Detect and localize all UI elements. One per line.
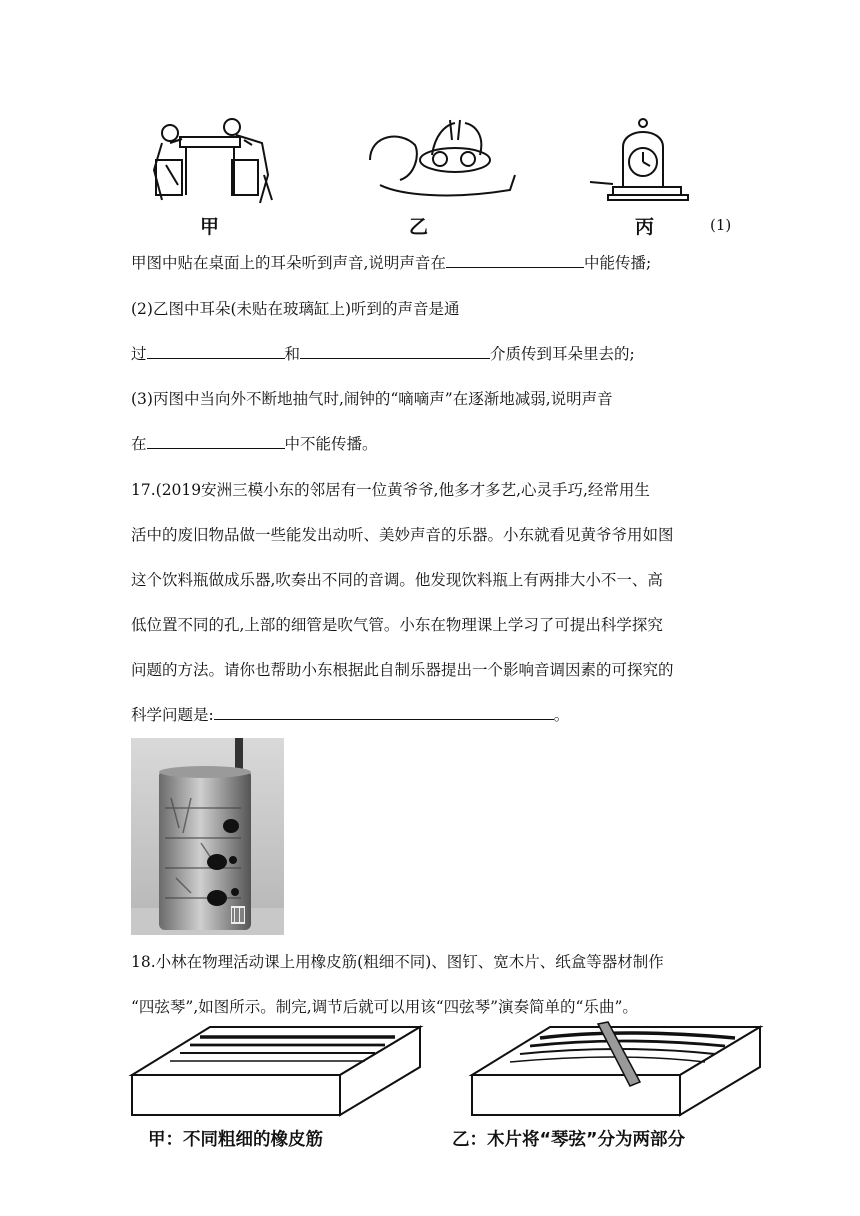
caption-jia: 甲：不同粗细的橡皮筋 <box>148 1130 323 1150</box>
caption-yi: 乙：木片将“琴弦”分为两部分 <box>452 1130 686 1150</box>
answer-blank-medium[interactable] <box>147 433 285 449</box>
q16-line-2: (2)乙图中耳朵(未贴在玻璃缸上)听到的声音是通 <box>131 300 460 318</box>
answer-blank-long[interactable] <box>214 704 554 720</box>
figure-bing-illustration <box>588 112 698 207</box>
drink-can-photo <box>131 738 284 935</box>
four-string-box-jia <box>130 1025 422 1120</box>
figure-label-yi: 乙 <box>409 216 429 238</box>
q16-line-3: 过 和 介质传到耳朵里去的; <box>131 345 635 363</box>
q16-line-5: 在 中不能传播。 <box>131 435 378 453</box>
q16-line-1: 甲图中贴在桌面上的耳朵听到声音,说明声音在 中能传播; <box>131 254 652 272</box>
q17-line-3: 这个饮料瓶做成乐器,吹奏出不同的音调。他发现饮料瓶上有两排大小不一、高 <box>131 571 663 589</box>
q17-line-2: 活中的废旧物品做一些能发出动听、美妙声音的乐器。小东就看见黄爷爷用如图 <box>131 526 674 544</box>
q18-line-1: 18.小林在物理活动课上用橡皮筋(粗细不同)、图钉、宽木片、纸盒等器材制作 <box>131 953 664 971</box>
q17-line-1: 17.(2019安洲三模小东的邻居有一位黄爷爷,他多才多艺,心灵手巧,经常用生 <box>131 481 650 499</box>
q16-line-4: (3)丙图中当向外不断地抽气时,闹钟的“嘀嘀声”在逐渐地减弱,说明声音 <box>131 390 613 408</box>
answer-blank-medium-1[interactable] <box>147 343 285 359</box>
figure-label-jia: 甲 <box>200 216 220 238</box>
q17-line-6: 科学问题是: 。 <box>131 706 570 724</box>
four-string-box-yi <box>470 1022 762 1120</box>
answer-blank-medium-2[interactable] <box>300 343 490 359</box>
answer-blank-medium[interactable] <box>446 252 584 268</box>
figure-yi-illustration <box>360 115 525 205</box>
q17-line-4: 低位置不同的孔,上部的细管是吹气管。小东在物理课上学习了可提出科学探究 <box>131 616 663 634</box>
q18-line-2: “四弦琴”,如图所示。制完,调节后就可以用该“四弦琴”演奏简单的“乐曲”。 <box>131 998 638 1016</box>
figure-jia-illustration <box>140 115 285 210</box>
q17-line-5: 问题的方法。请你也帮助小东根据此自制乐器提出一个影响音调因素的可探究的 <box>131 661 674 679</box>
figure-label-bing: 丙 <box>635 216 655 238</box>
question-part-1-number: (1) <box>710 216 732 234</box>
